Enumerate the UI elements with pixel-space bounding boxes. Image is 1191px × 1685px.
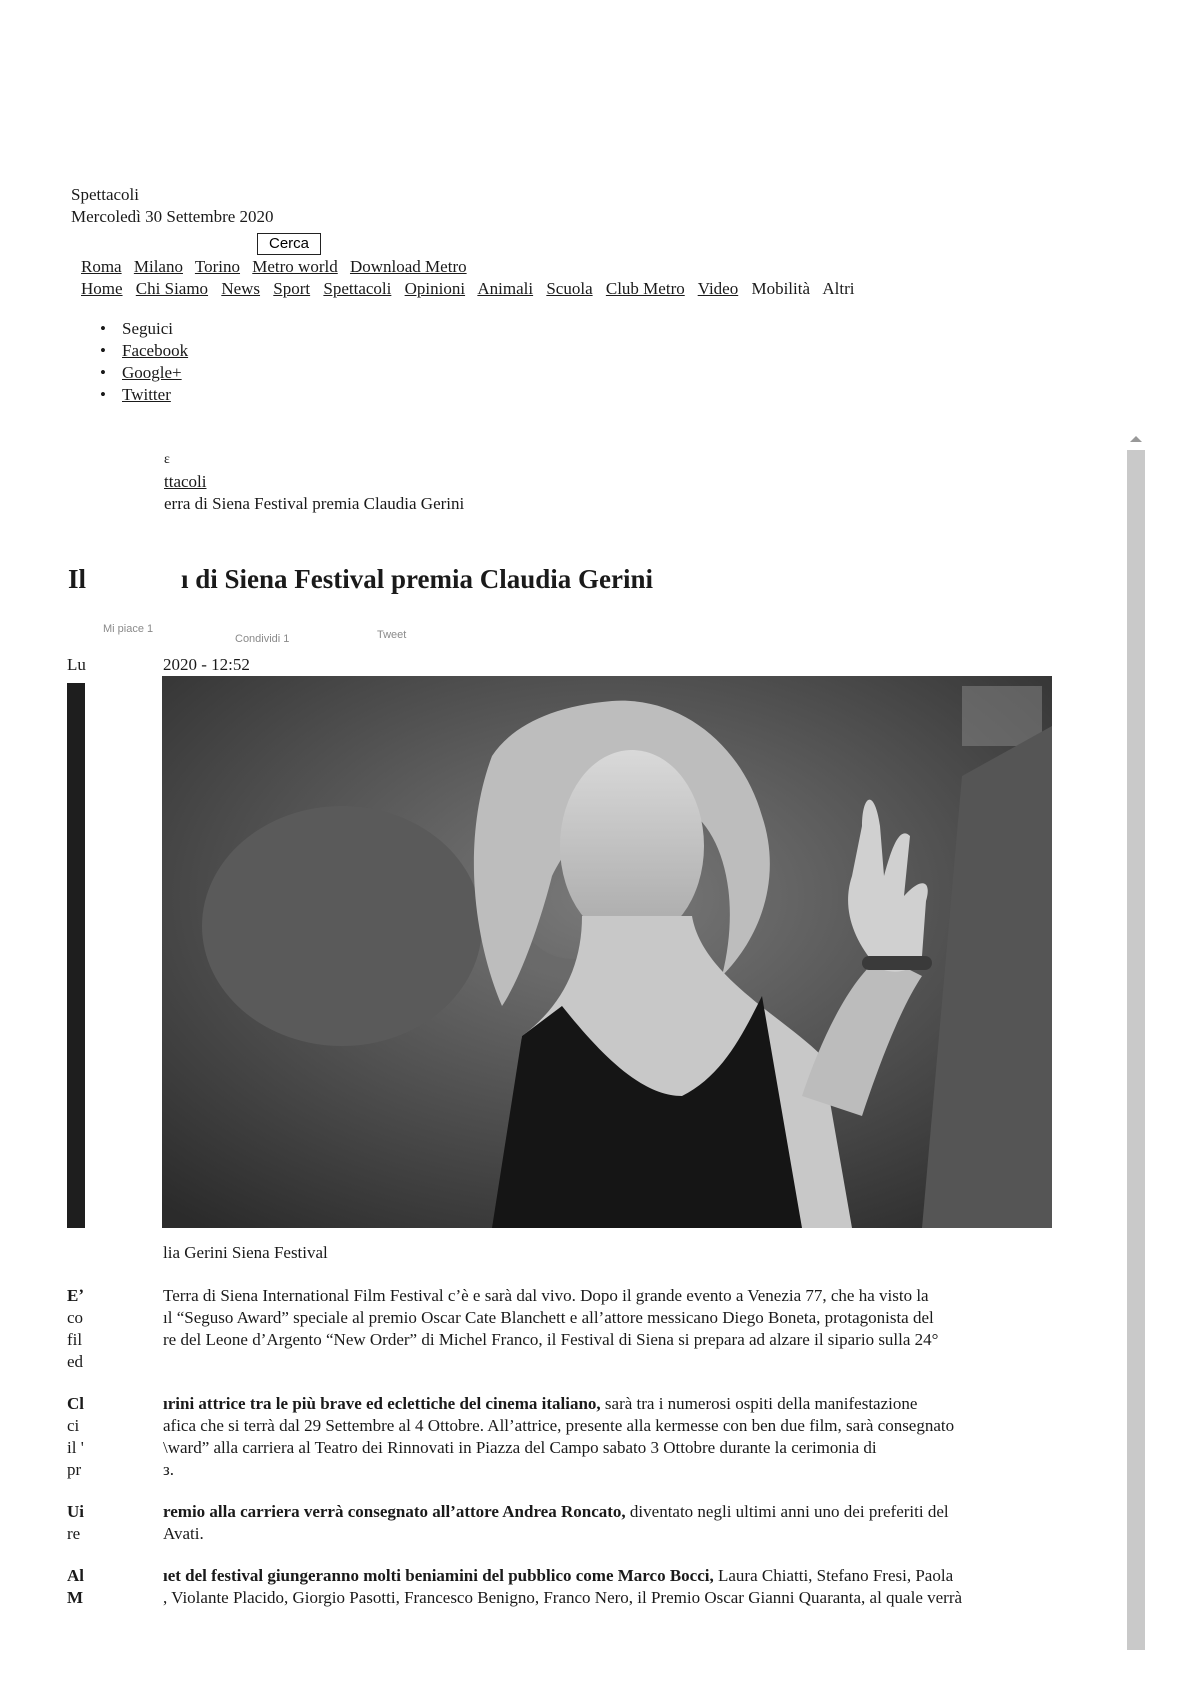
p2-l1b: ırini attrice tra le più brave ed eclettiche del cinema italiano, bbox=[163, 1394, 601, 1413]
p2-l1 bbox=[163, 1393, 917, 1415]
nav-video[interactable]: Video bbox=[697, 279, 739, 298]
nav-club-metro[interactable]: Club Metro bbox=[605, 279, 685, 298]
breadcrumb-link-spettacoli[interactable]: ttacoli bbox=[164, 472, 207, 491]
breadcrumb-current: erra di Siena Festival premia Claudia Gerini bbox=[164, 494, 465, 513]
p1-l3b: re del Leone d’Argento “New Order” di Michel Franco, il Festival di Siena si prepara ad alzare il sipario sulla 24° bbox=[163, 1330, 939, 1349]
nav-altri[interactable]: Altri bbox=[822, 279, 855, 298]
search-button[interactable]: Cerca bbox=[257, 233, 321, 255]
nav-news[interactable]: News bbox=[221, 279, 261, 298]
social-seguici: • Seguici bbox=[100, 318, 188, 340]
nav-scuola[interactable]: Scuola bbox=[546, 279, 593, 298]
breadcrumb-fragment: ε bbox=[164, 452, 170, 467]
nav-mobilita[interactable]: Mobilità bbox=[751, 279, 811, 298]
p4-l1c: Laura Chiatti, Stefano Fresi, Paola bbox=[713, 1566, 954, 1585]
p1-l1b: Terra di Siena International Film Festival c’è e sarà dal vivo. Dopo il grande evento a Venezia 77, che ha visto la bbox=[163, 1286, 929, 1305]
article-photo bbox=[162, 676, 1052, 1228]
city-links bbox=[81, 257, 475, 277]
city-link-torino[interactable]: Torino bbox=[194, 257, 241, 276]
p1-l4a: ed bbox=[67, 1352, 84, 1371]
download-metro-link[interactable]: Download Metro bbox=[349, 257, 467, 276]
city-link-metro-world[interactable]: Metro world bbox=[252, 257, 338, 276]
p2-l2b: afica che si terrà dal 29 Settembre al 4 Ottobre. All’attrice, presente alla kermesse con ben due film, sarà consegnato bbox=[163, 1416, 955, 1435]
p2-l2a: ci bbox=[67, 1416, 80, 1435]
p3-l2b: Avati. bbox=[163, 1524, 204, 1543]
p1-l2b: ıl “Seguso Award” speciale al premio Oscar Cate Blanchett e all’attore messicano Diego Boneta, protagonista del bbox=[163, 1308, 934, 1327]
nav-animali[interactable]: Animali bbox=[477, 279, 534, 298]
p4-l1b: ıet del festival giungeranno molti beniamini del pubblico come Marco Bocci, bbox=[163, 1566, 714, 1585]
p4-l1 bbox=[163, 1565, 953, 1587]
nav-sport[interactable]: Sport bbox=[273, 279, 311, 298]
nav-chi-siamo[interactable]: Chi Siamo bbox=[135, 279, 209, 298]
tweet-button[interactable]: Tweet bbox=[377, 629, 407, 641]
p4-l2b: , Violante Placido, Giorgio Pasotti, Francesco Benigno, Franco Nero, il Premio Oscar Gianni Quaranta, al quale verrà bbox=[163, 1588, 963, 1607]
p2-l1c: sarà tra i numerosi ospiti della manifestazione bbox=[600, 1394, 918, 1413]
article-date-time: 2020 - 12:52 bbox=[163, 655, 250, 674]
scroll-up-arrow-icon[interactable] bbox=[1130, 436, 1142, 442]
city-link-roma[interactable]: Roma bbox=[81, 257, 122, 276]
p2-l4b: з. bbox=[163, 1460, 174, 1479]
share-button[interactable]: Condividi 1 bbox=[235, 633, 290, 645]
article-date-start: Lu bbox=[67, 655, 86, 674]
section-label: Spettacoli bbox=[71, 185, 139, 204]
p3-l2a: re bbox=[67, 1524, 81, 1543]
title-end: ı di Siena Festival premia Claudia Gerini bbox=[181, 564, 654, 594]
p3-l1b: remio alla carriera verrà consegnato all’attore Andrea Roncato, bbox=[163, 1502, 626, 1521]
p4-l2a: M bbox=[67, 1588, 84, 1607]
p2-l4a: pr bbox=[67, 1460, 82, 1479]
p2-l3a: il ' bbox=[67, 1438, 84, 1457]
photo-caption: lia Gerini Siena Festival bbox=[163, 1243, 328, 1262]
p3-l1a: Ui bbox=[67, 1502, 84, 1521]
p2-l1a: Cl bbox=[67, 1394, 84, 1413]
p1-l1a: Eʼ bbox=[67, 1286, 84, 1305]
social-facebook-link[interactable]: • Facebook bbox=[100, 340, 188, 362]
nav-spettacoli[interactable]: Spettacoli bbox=[323, 279, 392, 298]
main-nav bbox=[81, 279, 863, 299]
social-google-plus-link[interactable]: • Google+ bbox=[100, 362, 188, 384]
nav-opinioni[interactable]: Opinioni bbox=[404, 279, 466, 298]
p4-l1a: Al bbox=[67, 1566, 84, 1585]
p2-l3b: \ward” alla carriera al Teatro dei Rinnovati in Piazza del Campo sabato 3 Ottobre durante la cerimonia di bbox=[163, 1438, 877, 1457]
p3-l1c: diventato negli ultimi anni uno dei preferiti del bbox=[625, 1502, 949, 1521]
like-button[interactable]: Mi piace 1 bbox=[103, 623, 154, 635]
left-sidebar-strip bbox=[67, 683, 85, 1228]
article-title bbox=[68, 563, 653, 595]
nav-home[interactable]: Home bbox=[81, 279, 123, 298]
p3-l1 bbox=[163, 1501, 949, 1523]
social-twitter-link[interactable]: • Twitter bbox=[100, 384, 188, 406]
scrollbar[interactable] bbox=[1127, 450, 1145, 1650]
date-label: Mercoledì 30 Settembre 2020 bbox=[71, 207, 274, 226]
p1-l2a: co bbox=[67, 1308, 84, 1327]
title-start: Il bbox=[68, 564, 87, 594]
p1-l3a: fil bbox=[67, 1330, 83, 1349]
city-link-milano[interactable]: Milano bbox=[133, 257, 183, 276]
social-list bbox=[100, 318, 188, 406]
